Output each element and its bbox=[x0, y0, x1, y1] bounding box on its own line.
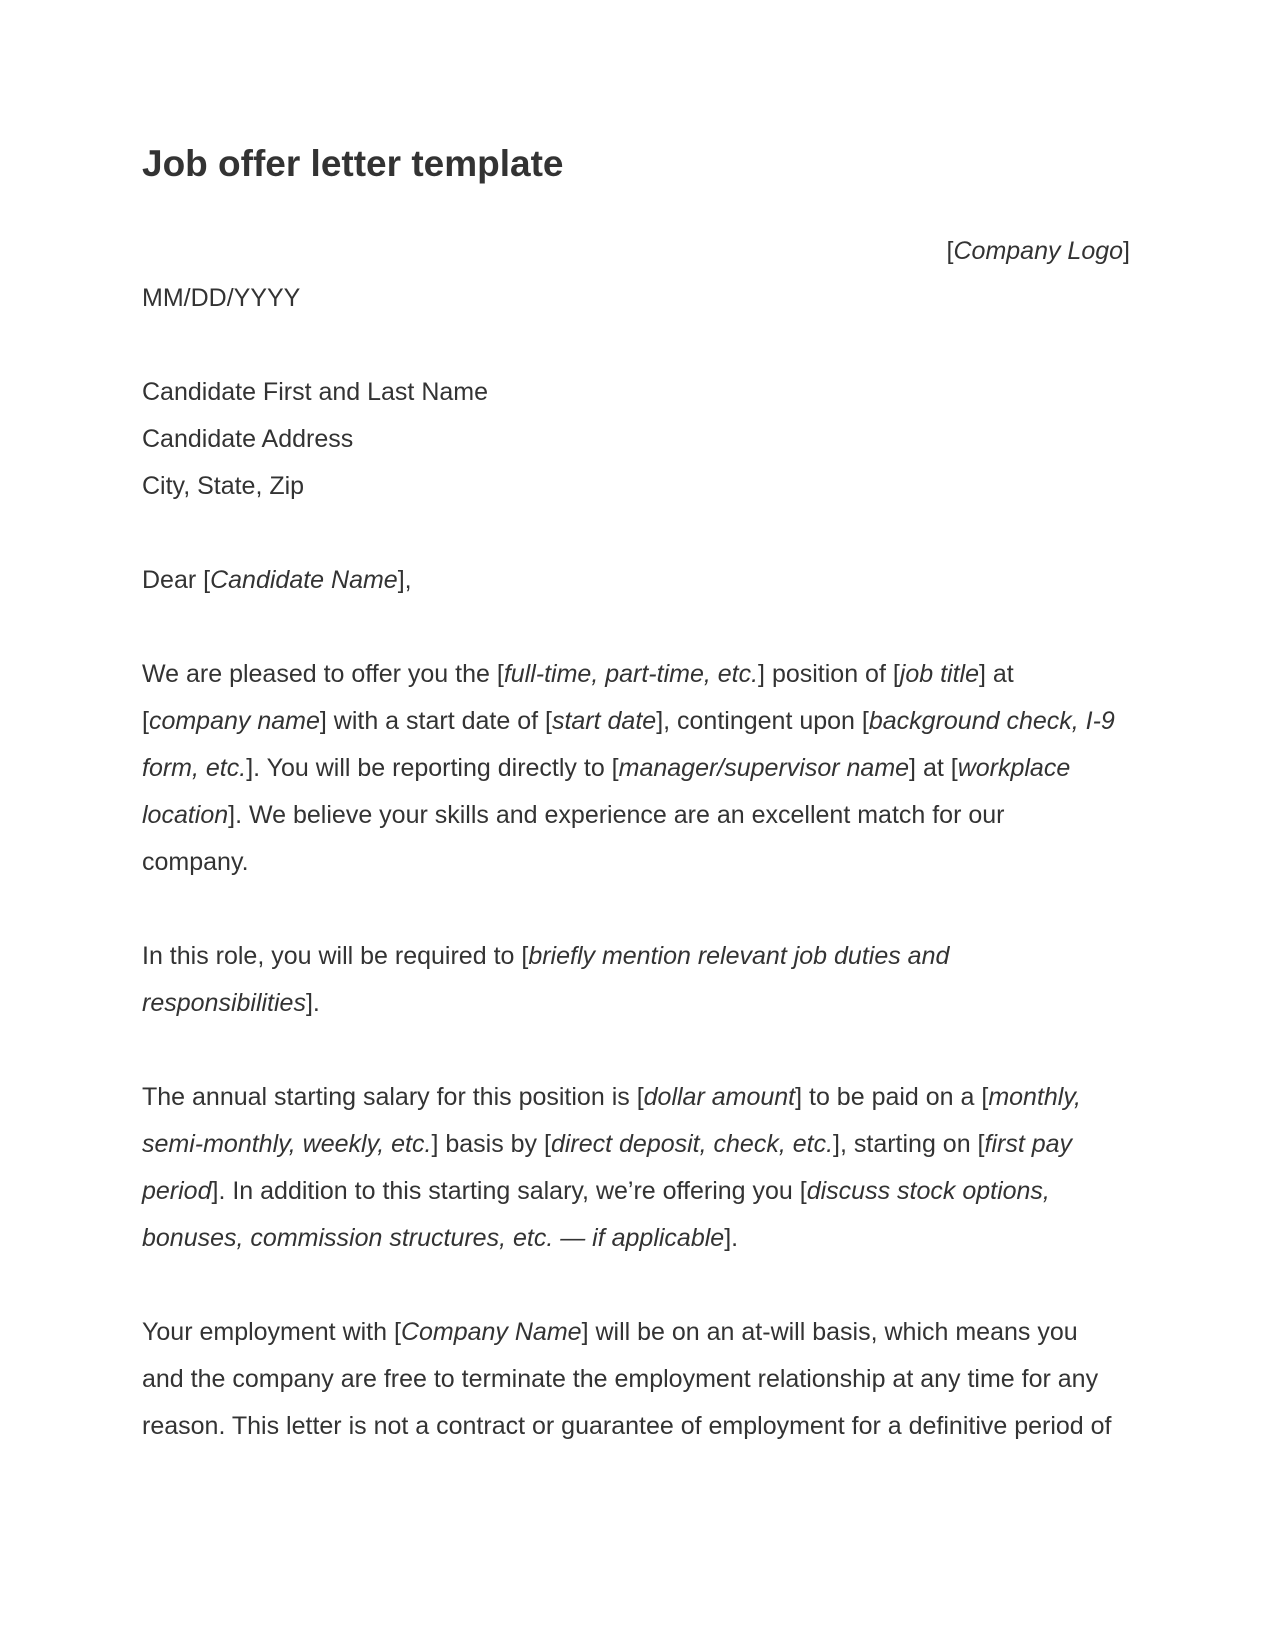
body-paragraph-salary bbox=[142, 1074, 1130, 1262]
text-run: [ bbox=[142, 707, 149, 735]
text-run: ] with a start date of [ bbox=[319, 707, 552, 735]
address-line-candidate-name bbox=[142, 369, 1130, 416]
text-run: direct deposit, check, etc. bbox=[550, 1130, 834, 1158]
text-run: ], starting on [ bbox=[833, 1130, 985, 1158]
text-run: semi-monthly, weekly, etc. bbox=[142, 1130, 432, 1158]
text-run: ] position of [ bbox=[758, 660, 900, 688]
text-run: workplace bbox=[957, 754, 1071, 782]
text-run: location bbox=[142, 801, 229, 829]
text-run: responsibilities bbox=[142, 989, 306, 1017]
text-run: ] to be paid on a [ bbox=[795, 1083, 989, 1111]
text-run: Your employment with [ bbox=[142, 1318, 401, 1346]
text-run: ] at bbox=[979, 660, 1014, 688]
text-run: City, State, Zip bbox=[142, 472, 305, 500]
text-run: manager/supervisor name bbox=[618, 754, 910, 782]
text-run: ] at [ bbox=[909, 754, 958, 782]
text-run: monthly, bbox=[988, 1083, 1081, 1111]
address-line-candidate-address bbox=[142, 416, 1130, 463]
text-run: start date bbox=[551, 707, 657, 735]
text-run: Dear [ bbox=[142, 566, 211, 594]
text-run: In this role, you will be required to [ bbox=[142, 942, 529, 970]
text-run: reason. This letter is not a contract or guarantee of employment for a definitive period of bbox=[142, 1412, 1112, 1440]
text-run: ]. In addition to this starting salary, we’re offering you [ bbox=[211, 1177, 807, 1205]
company-logo-placeholder bbox=[142, 228, 1130, 275]
text-run: form, etc. bbox=[142, 754, 247, 782]
text-run: MM/DD/YYYY bbox=[142, 284, 301, 312]
document-title: Job offer letter template bbox=[142, 143, 564, 184]
text-run: first pay bbox=[984, 1130, 1073, 1158]
text-run: ] will be on an at-will basis, which means you bbox=[581, 1318, 1078, 1346]
text-run: ], contingent upon [ bbox=[656, 707, 869, 735]
text-run: Candidate First and Last Name bbox=[142, 378, 489, 406]
text-run: The annual starting salary for this position is [ bbox=[142, 1083, 644, 1111]
text-run: job title bbox=[899, 660, 980, 688]
text-run: company name bbox=[148, 707, 320, 735]
text-run: Company Logo bbox=[953, 237, 1124, 265]
text-run: ]. bbox=[305, 989, 320, 1017]
text-run: Candidate Address bbox=[142, 425, 354, 453]
text-run: ]. bbox=[724, 1224, 739, 1252]
text-run: period bbox=[142, 1177, 212, 1205]
text-run: company. bbox=[142, 848, 249, 876]
text-run: dollar amount bbox=[643, 1083, 796, 1111]
body-paragraph-duties bbox=[142, 933, 1130, 1027]
text-run: ]. You will be reporting directly to [ bbox=[246, 754, 619, 782]
text-run: ], bbox=[397, 566, 412, 594]
date-line bbox=[142, 275, 1130, 322]
salutation-line bbox=[142, 557, 1130, 604]
text-run: background check, I-9 bbox=[868, 707, 1115, 735]
text-run: full-time, part-time, etc. bbox=[503, 660, 759, 688]
text-run: ]. We believe your skills and experience are an excellent match for our bbox=[228, 801, 1005, 829]
text-run: Company Name bbox=[400, 1318, 582, 1346]
text-run: ] bbox=[1123, 237, 1130, 265]
text-run: [ bbox=[946, 237, 954, 265]
text-run: briefly mention relevant job duties and bbox=[528, 942, 950, 970]
text-run: and the company are free to terminate the employment relationship at any time for any bbox=[142, 1365, 1099, 1393]
body-paragraph-offer bbox=[142, 651, 1130, 886]
address-line-city-state-zip bbox=[142, 463, 1130, 510]
text-run: Candidate Name bbox=[210, 566, 398, 594]
text-run: We are pleased to offer you the [ bbox=[142, 660, 504, 688]
text-run: discuss stock options, bbox=[806, 1177, 1050, 1205]
text-run: bonuses, commission structures, etc. — if applicable bbox=[142, 1224, 725, 1252]
body-paragraph-at-will bbox=[142, 1309, 1130, 1450]
text-run: ] basis by [ bbox=[431, 1130, 551, 1158]
